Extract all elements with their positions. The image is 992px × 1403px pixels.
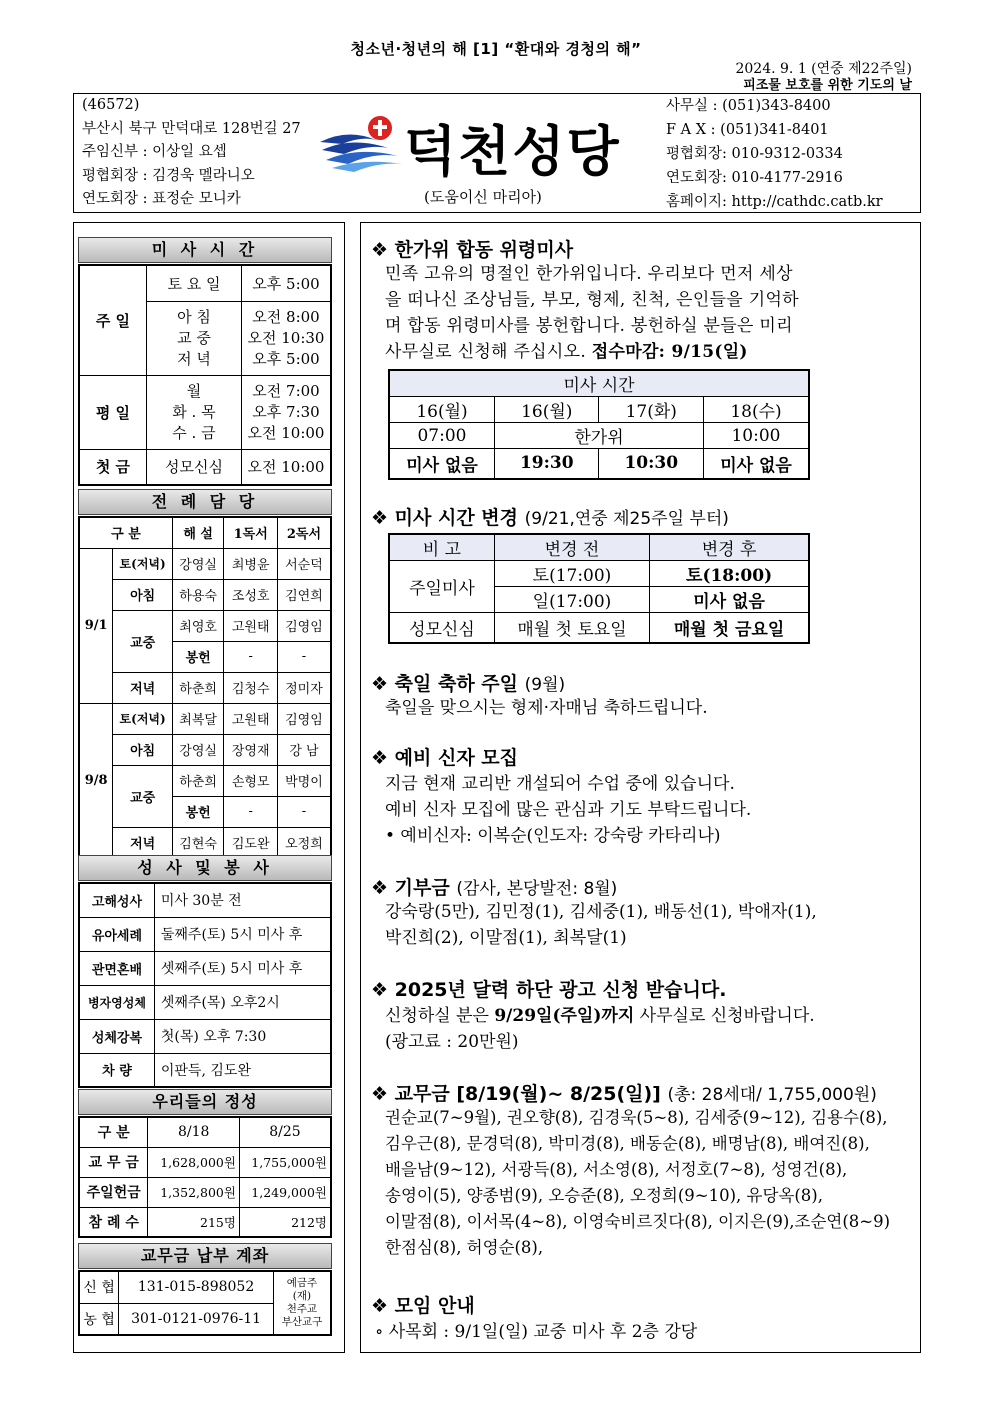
- text-span: 사무실로 신청바랍니다.: [634, 1006, 815, 1026]
- liturgy-cell: 김도완: [224, 827, 278, 858]
- change-after: 미사 없음: [650, 587, 809, 613]
- council-phone: 평협회장: 010-9312-0334: [666, 146, 843, 162]
- liturgy-col-section: 구 분: [79, 517, 172, 548]
- title-span: ❖ 축일 축하 주일: [371, 673, 519, 695]
- text-line: [385, 339, 915, 365]
- offerings-col: 구 분: [79, 1117, 148, 1147]
- news-title-4: ❖ 예비 신자 모집: [371, 747, 519, 769]
- liturgy-cell: 저녁: [113, 672, 173, 703]
- sacrament-time: 이판득, 김도완: [154, 1053, 331, 1087]
- bulletin-subtitle: 피조물 보호를 위한 기도의 날: [743, 78, 912, 93]
- bank-name: 신 협: [79, 1271, 119, 1303]
- title-sub: (9월): [524, 675, 566, 695]
- news-body-1: [385, 261, 915, 365]
- news-body-3: 축일을 맞으시는 형제·자매님 축하드립니다.: [385, 698, 708, 718]
- sacrament-time: 미사 30분 전: [154, 883, 331, 917]
- liturgy-cell: 장영재: [224, 734, 278, 765]
- liturgy-date-2: 9/8: [79, 703, 113, 858]
- account-holder: [273, 1271, 331, 1335]
- sacrament-time: 둘째주(토) 5시 미사 후: [154, 917, 331, 951]
- memorial-mass-table: [388, 369, 810, 480]
- youth-phone: 연도회장: 010-4177-2916: [666, 170, 843, 186]
- memorial-day: 17(화): [599, 397, 704, 423]
- morning-label: 아 침: [177, 307, 211, 326]
- first-friday-name: 성모신심: [146, 449, 241, 485]
- holder-line: 천주교: [286, 1303, 318, 1315]
- liturgy-cell: 교중: [113, 765, 173, 827]
- news-body-5: [385, 899, 817, 951]
- offerings-value: 1,755,000원: [239, 1147, 331, 1177]
- church-logo-icon: [318, 112, 404, 178]
- liturgy-cell: 박명이: [277, 765, 331, 796]
- evening-label: 저 녁: [177, 349, 211, 368]
- text-line: 을 떠나신 조상님들, 부모, 형제, 친척, 은인들을 기억하: [385, 290, 799, 310]
- offerings-heading: 우리들의 정성: [78, 1089, 332, 1115]
- change-before: 토(17:00): [494, 561, 649, 587]
- bank-name: 농 협: [79, 1303, 119, 1335]
- news-body-4: [385, 771, 751, 849]
- liturgy-cell: 아침: [113, 579, 173, 610]
- holder-line: 예금주: [286, 1277, 318, 1289]
- holder-line: 부산교구: [281, 1316, 323, 1328]
- fax: F A X : (051)341-8401: [666, 122, 829, 138]
- change-col: 비 고: [389, 534, 494, 561]
- news-title-3: [371, 669, 565, 696]
- change-before: 일(17:00): [494, 587, 649, 613]
- sunday-label: 주 일: [79, 265, 146, 375]
- liturgy-cell: 조성호: [224, 579, 278, 610]
- sacrament-name: 병자영성체: [79, 985, 154, 1019]
- text-line: 한점심(8), 허영순(8),: [385, 1238, 544, 1257]
- liturgy-cell: 강영실: [172, 734, 224, 765]
- monday-time: 오전 7:00: [252, 381, 320, 400]
- holder-line: (재): [292, 1290, 312, 1302]
- sacraments-heading: 성 사 및 봉 사: [78, 855, 332, 881]
- liturgy-cell: 최영호: [172, 610, 224, 641]
- liturgy-cell: -: [224, 641, 278, 672]
- account-number: 131-015-898052: [119, 1271, 274, 1303]
- title-span: ❖ 기부금: [371, 877, 450, 899]
- offerings-col: 8/18: [148, 1117, 240, 1147]
- liturgy-cell: 토(저녁): [113, 703, 173, 734]
- liturgy-cell: 고원태: [224, 610, 278, 641]
- liturgy-col-reading2: 2독서: [277, 517, 331, 548]
- liturgy-cell: 김영임: [277, 703, 331, 734]
- offerings-label: 주일헌금: [79, 1177, 148, 1207]
- text-line: • 예비신자: 이복순(인도자: 강숙랑 카타리나): [385, 826, 721, 846]
- mass-change-table: [388, 533, 810, 644]
- offerings-value: 212명: [239, 1207, 331, 1237]
- monday-label: 월: [186, 381, 202, 400]
- liturgy-cell: 고원태: [224, 703, 278, 734]
- memorial-time: 07:00: [389, 423, 494, 449]
- sacrament-time: 첫(목) 오후 7:30: [154, 1019, 331, 1053]
- tue-thu-time: 오후 7:30: [252, 402, 320, 421]
- liturgy-cell: 토(저녁): [113, 548, 173, 579]
- liturgy-cell: 김현숙: [172, 827, 224, 858]
- liturgy-cell: 하용숙: [172, 579, 224, 610]
- text-line: 지금 현재 교리반 개설되어 수업 중에 있습니다.: [385, 774, 735, 794]
- sacrament-name: 관면혼배: [79, 951, 154, 985]
- first-friday-time: 오전 10:00: [242, 449, 332, 485]
- text-line: 이말점(8), 이서목(4~8), 이영숙비르짓다(8), 이지은(9),조순연(8~9): [385, 1212, 891, 1231]
- text-line: 권순교(7~9월), 권오향(8), 김경욱(5~8), 김세중(9~12), 김용수(8),: [385, 1108, 888, 1127]
- news-title-6: ❖ 2025년 달력 하단 광고 신청 받습니다.: [371, 979, 727, 1001]
- memorial-time: 미사 없음: [389, 449, 494, 479]
- change-after: 토(18:00): [650, 561, 809, 587]
- offerings-table: [78, 1116, 332, 1238]
- text-span: 신청하실 분은: [385, 1006, 495, 1026]
- wed-fri-time: 오전 10:00: [247, 423, 325, 442]
- youth-president: 연도회장 : 표정순 모니카: [82, 191, 241, 207]
- offerings-col: 8/25: [239, 1117, 331, 1147]
- news-title-7: [371, 1079, 877, 1106]
- sacrament-name: 차 량: [79, 1053, 154, 1087]
- morning-time: 오전 8:00: [252, 307, 320, 326]
- offerings-label: 교 무 금: [79, 1147, 148, 1177]
- deadline: 접수마감: 9/15(일): [591, 342, 748, 362]
- title-sub: (총: 28세대/ 1,755,000원): [667, 1085, 877, 1105]
- text-line: 강숙랑(5만), 김민정(1), 김세중(1), 배동선(1), 박애자(1),: [385, 902, 817, 922]
- memorial-time: 10:30: [599, 449, 704, 479]
- change-col: 변경 전: [494, 534, 649, 561]
- liturgy-col-commentary: 해 설: [172, 517, 224, 548]
- noon-time: 오전 10:30: [247, 328, 325, 347]
- change-col: 변경 후: [650, 534, 809, 561]
- change-label: 성모신심: [389, 613, 494, 643]
- office-phone: 사무실 : (051)343-8400: [666, 98, 831, 114]
- liturgy-cell: 교중: [113, 610, 173, 672]
- offerings-value: 1,249,000원: [239, 1177, 331, 1207]
- liturgy-cell: 손형모: [224, 765, 278, 796]
- accounts-table: [78, 1270, 332, 1336]
- bulletin-title: 청소년·청년의 해 [1] “환대와 경청의 해”: [350, 40, 642, 58]
- text-line: 박진희(2), 이말점(1), 최복달(1): [385, 928, 627, 948]
- sacraments-table: [78, 882, 332, 1088]
- liturgy-cell: 최복달: [172, 703, 224, 734]
- memorial-time: 한가위: [494, 423, 703, 449]
- left-column: [73, 222, 345, 1353]
- text-line: [385, 1003, 815, 1029]
- news-body-6: [385, 1003, 815, 1055]
- text-line: 예비 신자 모집에 많은 관심과 기도 부탁드립니다.: [385, 800, 752, 820]
- church-name: 덕천성당: [404, 120, 621, 183]
- wed-fri-label: 수 . 금: [172, 423, 216, 442]
- text-line: (광고료 : 20만원): [385, 1032, 519, 1052]
- priest: 주임신부 : 이상일 요셉: [82, 144, 227, 160]
- contact-info: [666, 94, 883, 214]
- liturgy-cell: 오정희: [277, 827, 331, 858]
- news-body-8: ∘ 사목회 : 9/1일(일) 교중 미사 후 2층 강당: [375, 1322, 698, 1342]
- offerings-label: 참 례 수: [79, 1207, 148, 1237]
- text-line: 민족 고유의 명절인 한가위입니다. 우리보다 먼저 세상: [385, 264, 793, 284]
- liturgy-cell: 아침: [113, 734, 173, 765]
- memorial-table-head: 미사 시간: [389, 370, 809, 397]
- news-title-1: ❖ 한가위 합동 위령미사: [371, 239, 574, 261]
- text-line: 배을남(9~12), 서광득(8), 서소영(8), 서정호(7~8), 성영건(8),: [385, 1160, 848, 1179]
- mass-times-table: [78, 264, 332, 486]
- change-before: 매월 첫 토요일: [494, 613, 649, 643]
- sacrament-name: 고해성사: [79, 883, 154, 917]
- title-sub: (9/21,연중 제25주일 부터): [524, 509, 729, 529]
- news-body-7: [385, 1105, 890, 1261]
- sacrament-name: 성체강복: [79, 1019, 154, 1053]
- memorial-day: 16(월): [389, 397, 494, 423]
- liturgy-cell: 김영임: [277, 610, 331, 641]
- liturgy-cell: 서순덕: [277, 548, 331, 579]
- liturgy-heading: 전 례 담 당: [78, 489, 332, 515]
- council-president: 평협회장 : 김경욱 멜라니오: [82, 167, 255, 184]
- news-title-5: [371, 873, 617, 900]
- liturgy-cell: -: [277, 796, 331, 827]
- liturgy-cell: 봉헌: [172, 796, 224, 827]
- liturgy-cell: 하춘희: [172, 765, 224, 796]
- liturgy-cell: 봉헌: [172, 641, 224, 672]
- liturgy-cell: 강영실: [172, 548, 224, 579]
- first-friday-label: 첫 금: [79, 449, 146, 485]
- header-box: [73, 93, 921, 213]
- church-patron: (도움이신 마리아): [424, 188, 542, 206]
- memorial-time: 19:30: [494, 449, 599, 479]
- zip-code: (46572): [82, 97, 140, 113]
- liturgy-cell: 김청수: [224, 672, 278, 703]
- news-title-2: [371, 503, 729, 530]
- memorial-time: 미사 없음: [703, 449, 809, 479]
- text-line: 며 합동 위령미사를 봉헌합니다. 봉헌하실 분들은 미리: [385, 316, 793, 336]
- church-info: [82, 94, 301, 212]
- liturgy-cell: 강 남: [277, 734, 331, 765]
- text-line: 김우근(8), 문경덕(8), 박미경(8), 배동순(8), 배명남(8), 배여진(8),: [385, 1134, 870, 1153]
- liturgy-cell: 하춘희: [172, 672, 224, 703]
- offerings-value: 1,628,000원: [148, 1147, 240, 1177]
- tue-thu-label: 화 . 목: [172, 402, 216, 421]
- bulletin-date: 2024. 9. 1 (연중 제22주일): [735, 61, 912, 77]
- liturgy-cell: 정미자: [277, 672, 331, 703]
- address: 부산시 북구 만덕대로 128번길 27: [82, 120, 301, 137]
- liturgy-cell: 저녁: [113, 827, 173, 858]
- memorial-day: 16(월): [494, 397, 599, 423]
- sacrament-time: 셋째주(토) 5시 미사 후: [154, 951, 331, 985]
- saturday-time: 오후 5:00: [242, 265, 332, 301]
- liturgy-cell: -: [277, 641, 331, 672]
- liturgy-cell: -: [224, 796, 278, 827]
- liturgy-table: [78, 516, 332, 859]
- liturgy-cell: 최병윤: [224, 548, 278, 579]
- sacrament-name: 유아세례: [79, 917, 154, 951]
- liturgy-date-1: 9/1: [79, 548, 113, 703]
- text-line: 송영이(5), 양종범(9), 오승준(8), 오정희(9~10), 유당옥(8),: [385, 1186, 823, 1205]
- change-label: 주일미사: [389, 561, 494, 613]
- mass-times-heading: 미 사 시 간: [78, 237, 332, 263]
- news-title-8: ❖ 모임 안내: [371, 1295, 475, 1317]
- title-sub: (감사, 본당발전: 8월): [456, 879, 618, 899]
- noon-label: 교 중: [177, 328, 211, 347]
- liturgy-col-reading1: 1독서: [224, 517, 278, 548]
- title-span: ❖ 교무금 [8/19(월)~ 8/25(일)]: [371, 1083, 661, 1105]
- text-bold: 9/29일(주일)까지: [494, 1006, 635, 1026]
- weekday-label: 평 일: [79, 375, 146, 449]
- account-number: 301-0121-0976-11: [119, 1303, 274, 1335]
- liturgy-cell: 김연희: [277, 579, 331, 610]
- title-span: ❖ 미사 시간 변경: [371, 507, 519, 529]
- right-column: [360, 222, 921, 1353]
- text-span: 사무실로 신청해 주십시오.: [385, 342, 587, 362]
- offerings-value: 1,352,800원: [148, 1177, 240, 1207]
- sacrament-time: 셋째주(목) 오후2시: [154, 985, 331, 1019]
- evening-time: 오후 5:00: [252, 349, 320, 368]
- change-after: 매월 첫 금요일: [650, 613, 809, 643]
- memorial-day: 18(수): [703, 397, 809, 423]
- accounts-heading: 교무금 납부 계좌: [78, 1243, 332, 1269]
- memorial-time: 10:00: [703, 423, 809, 449]
- homepage: 홈페이지: http://cathdc.catb.kr: [666, 194, 883, 210]
- saturday-label: 토 요 일: [146, 265, 241, 301]
- offerings-value: 215명: [148, 1207, 240, 1237]
